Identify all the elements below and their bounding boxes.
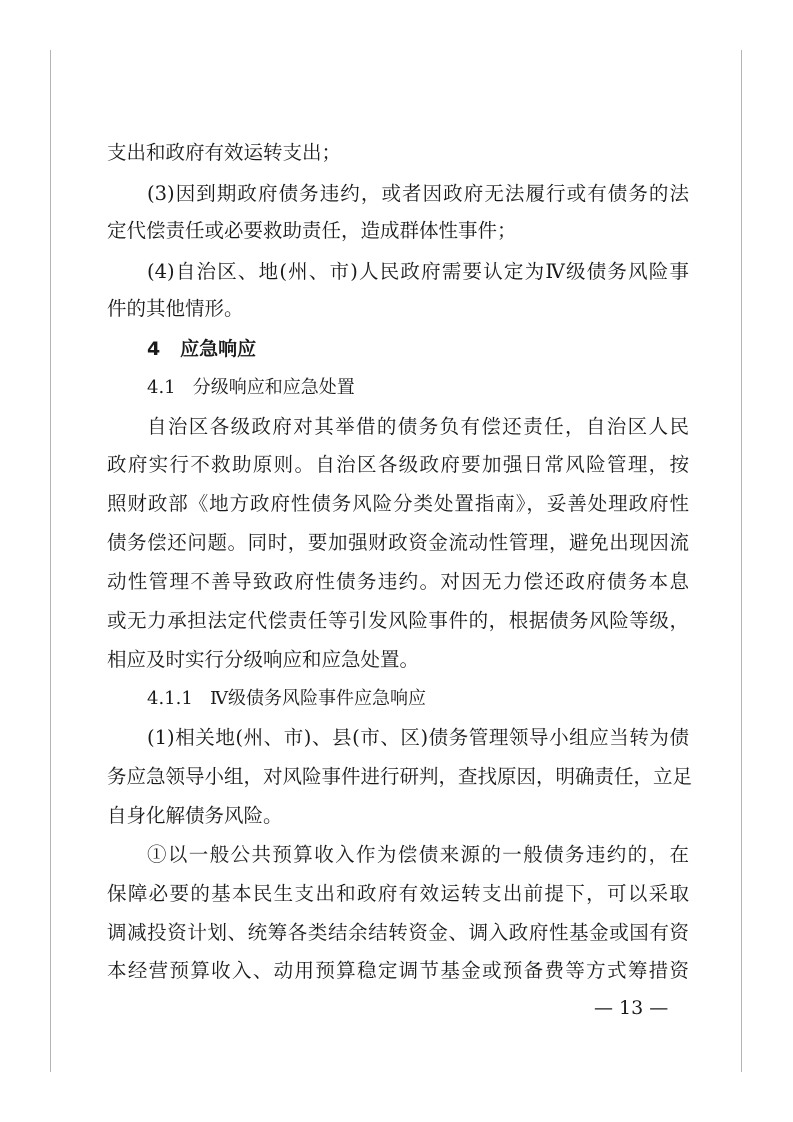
text-line-13: 或无力承担法定代偿责任等引发风险事件的，根据债务风险等级， — [107, 609, 689, 632]
text-line-16: (1)相关地(州、市)、县(市、区)债务管理领导小组应当转为债 — [147, 726, 689, 749]
text-line-4: (4)自治区、地(州、市)人民政府需要认定为Ⅳ级债务风险事 — [147, 260, 689, 283]
text-line-17: 务应急领导小组，对风险事件进行研判，查找原因，明确责任，立足 — [107, 765, 693, 788]
right-margin-rule — [741, 50, 742, 1072]
subsection-heading-4-1-1: 4.1.1 Ⅳ级债务风险事件应急响应 — [147, 688, 426, 709]
page-number: — 13 — — [594, 997, 669, 1019]
text-line-9: 政府实行不救助原则。自治区各级政府要加强日常风险管理，按 — [107, 453, 689, 476]
text-line-14: 相应及时实行分级响应和应急处置。 — [107, 648, 420, 671]
section-heading-4: 4 应急响应 — [147, 338, 257, 360]
text-line-18: 自身化解债务风险。 — [107, 804, 283, 827]
text-line-21: 调减投资计划、统筹各类结余结转资金、调入政府性基金或国有资 — [107, 921, 689, 944]
text-line-5: 件的其他情形。 — [107, 297, 244, 320]
text-line-19: ①以一般公共预算收入作为偿债来源的一般债务违约的，在 — [147, 843, 689, 866]
text-line-3: 定代偿责任或必要救助责任，造成群体性事件； — [107, 219, 517, 242]
text-line-12: 动性管理不善导致政府性债务违约。对因无力偿还政府债务本息 — [107, 570, 689, 593]
text-line-11: 债务偿还问题。同时，要加强财政资金流动性管理，避免出现因流 — [107, 531, 689, 554]
text-line-20: 保障必要的基本民生支出和政府有效运转支出前提下，可以采取 — [107, 882, 689, 905]
subsection-heading-4-1: 4.1 分级响应和应急处置 — [147, 377, 355, 398]
text-line-8: 自治区各级政府对其举借的债务负有偿还责任，自治区人民 — [147, 415, 689, 438]
text-line-10: 照财政部《地方政府性债务风险分类处置指南》，妥善处理政府性 — [107, 492, 689, 515]
text-line-1: 支出和政府有效运转支出； — [107, 141, 342, 164]
text-line-22: 本经营预算收入、动用预算稳定调节基金或预备费等方式筹措资 — [107, 959, 689, 982]
left-margin-rule — [50, 50, 51, 1072]
text-line-2: (3)因到期政府债务违约，或者因政府无法履行或有债务的法 — [147, 182, 689, 205]
